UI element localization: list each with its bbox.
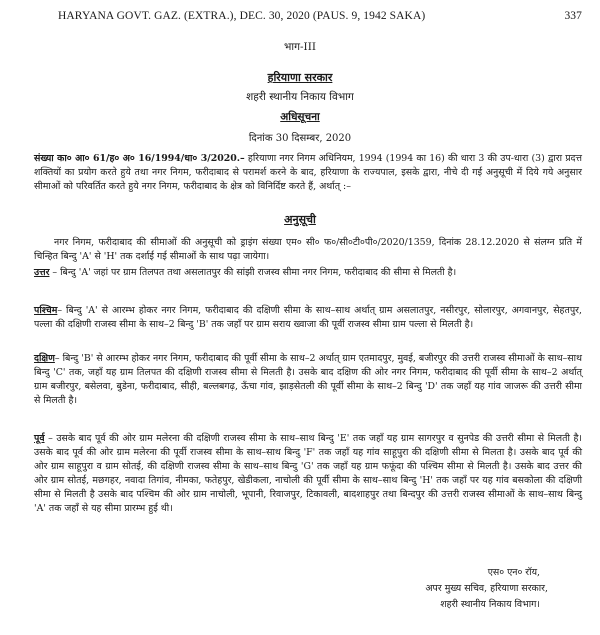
east-boundary-paragraph bbox=[34, 432, 582, 516]
south-text: – बिन्दु 'B' से आरम्भ होकर नगर निगम, फरीदाबाद की पूर्वी सीमा के साथ–2 अर्थात् ग्राम एतमादपुर, मुवई, बजीरपुर की उत्तरी राजस्व सीमाओं के साथ–साथ बिन्दु 'C' तक, जहाँ यह ग्राम तिलपत की दक्षिणी राजस्व सीमा से मिलती है। उसके बाद दक्षिण की ओर नगर निगम, फरीदाबाद की पूर्वी सीमा के साथ–2 अर्थात् ग्राम बजीरपुर, बसेलवा, बुडेना, फरीदाबाद, सीही, बल्लबगढ़, ऊँचा गांव, झाड़सेतली की पूर्वी सीमा के साथ–2 बिन्दु 'D' तक जहाँ यह गांव जाजरू की उत्तरी सीमा से मिलती है। bbox=[34, 353, 582, 406]
gazette-header bbox=[58, 10, 582, 26]
west-text: – बिन्दु 'A' से आरम्भ होकर नगर निगम, फरीदाबाद की दक्षिणी सीमा के साथ–साथ अर्थात् ग्राम असलातपुर, नसीरपुर, सोलारपुर, अगवानपुर, सेहतपुर, पल्ला की दक्षिणी राजस्व सीमा के साथ–2 बिन्दु 'B' तक जहाँ पर ग्राम सराय ख्वाजा की पूर्वी राजस्व सीमा ग्राम पल्ला से मिलती है। bbox=[34, 305, 582, 330]
east-text: – उसके बाद पूर्व की ओर ग्राम मलेरना की दक्षिणी राजस्व सीमा के साथ–साथ बिन्दु 'E' तक जहाँ यह ग्राम सागरपुर व सुनपेड की उत्तरी सीमा से मिलती है। उसके बाद पूर्व की ओर ग्राम मलेरना की पूर्वी राजस्व सीमा के साथ–साथ बिन्दु 'F' तक जहाँ यह गांव साहूपुरा की दक्षिणी सीमा से मिलता है। उसके बाद पूर्व की ओर ग्राम साहूपुरा व ग्राम सोतई, की दक्षिणी राजस्व सीमा के साथ–साथ बिन्दु 'G' तक जहाँ यह ग्राम फफूंदा की पश्चिम सीमा से मिलती है। उसके बाद उत्तर की ओर ग्राम सोतई, मछगहर, नवादा तिगांव, नीमका, फतेहपुर, खेडीकला, नाचोली की पूर्वी सीमा के साथ–साथ बिन्दु 'H' तक जहाँ पर यह गांव बसकोला की दक्षिणी सीमा से मिलती है उसके बाद पश्चिम की ओर ग्राम नाचोली, भूपानी, रिवाजपुर, टिकावली, बादशाहपुर तथा बिन्दपुर की उत्तरी राजस्व सीमाओं के साथ–साथ बिन्दु 'A' तक जहाँ से यह सीमा प्रारम्भ हुई थी। bbox=[34, 433, 582, 514]
west-boundary-paragraph bbox=[34, 304, 582, 332]
schedule-heading: अनुसूची bbox=[284, 213, 316, 226]
north-label: उत्तर bbox=[34, 267, 50, 278]
north-boundary-paragraph bbox=[34, 266, 582, 280]
south-boundary-paragraph bbox=[34, 352, 582, 408]
part-heading: भाग-III bbox=[283, 41, 316, 53]
schedule-intro-paragraph: नगर निगम, फरीदाबाद की सीमाओं की अनुसूची को ड्राइंग संख्या एम० सी० फ०/सी०टी०पी०/2020/1359, दिनांक 28.12.2020 से संलग्न प्रति में चिन्हित बिन्दु 'A' से 'H' तक दर्शाई गई सीमाओं के साथ पढ़ा जायेगा। bbox=[34, 237, 582, 262]
signatory-name: एस० एन० रॉय, bbox=[487, 567, 540, 578]
west-label: पश्चिम bbox=[34, 305, 58, 316]
notification-date: दिनांक 30 दिसम्बर, 2020 bbox=[248, 133, 352, 144]
signatory-designation: अपर मुख्य सचिव, हरियाणा सरकार, bbox=[425, 583, 548, 594]
notification-heading: अधिसूचना bbox=[280, 111, 320, 123]
page-number: 337 bbox=[564, 10, 582, 22]
gazette-header-title: HARYANA GOVT. GAZ. (EXTRA.), DEC. 30, 2020 (PAUS. 9, 1942 SAKA) bbox=[58, 10, 426, 22]
north-text: – बिन्दु 'A' जहां पर ग्राम तिलपत तथा असलातपुर की सांझी राजस्व सीमा नगर निगम, फरीदाबाद की सीमा से मिलती है। bbox=[49, 267, 457, 278]
intro-paragraph bbox=[34, 152, 582, 194]
signatory-department: शहरी स्थानीय निकाय विभाग। bbox=[440, 599, 540, 610]
south-label: दक्षिण bbox=[34, 353, 55, 364]
government-heading: हरियाणा सरकार bbox=[267, 71, 333, 84]
department-heading: शहरी स्थानीय निकाय विभाग bbox=[246, 91, 354, 103]
east-label: पूर्व bbox=[34, 433, 45, 444]
notification-reference: संख्या का० आ० 61/ह० अ० 16/1994/धा० 3/2020.– bbox=[34, 153, 245, 164]
intro-text: हरियाणा नगर निगम अधिनियम, 1994 (1994 का 16) की धारा 3 की उप-धारा (3) द्वारा प्रदत्त शक्तियों का प्रयोग करते हुये तथा नगर निगम, फरीदाबाद से परामर्श करने के बाद, हरियाणा के राज्यपाल, इसके द्वारा, नीचे दी गई अनुसूची में दिये गये अनुसार सीमाओं को परिवर्तित करते हुये नगर निगम, फरीदाबाद के क्षेत्र को विनिर्दिष्ट करते हैं, अर्थात् :– bbox=[34, 153, 582, 192]
